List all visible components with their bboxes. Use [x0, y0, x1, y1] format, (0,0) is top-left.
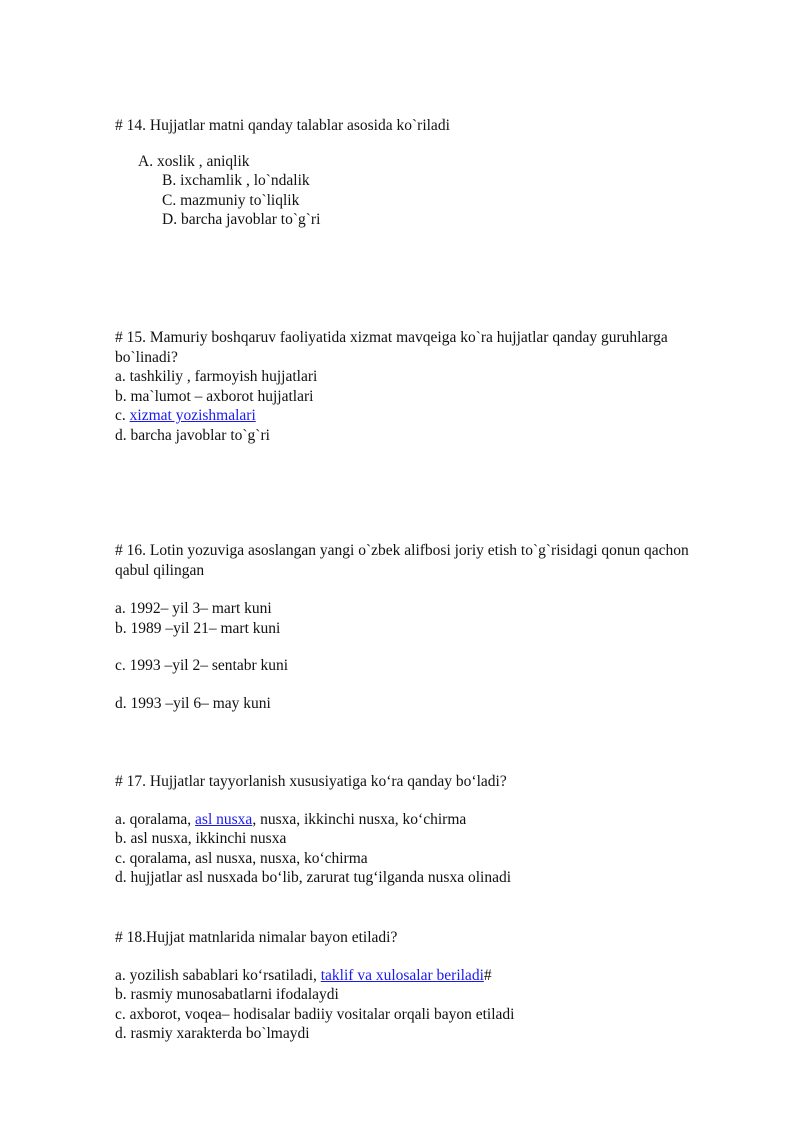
q14-option-d: D. barcha javoblar to`g`ri [162, 211, 321, 228]
question-15 [115, 328, 725, 445]
q18-option-a-suffix: # [483, 966, 492, 984]
question-18 [115, 928, 725, 1044]
q15-option-b: b. ma`lumot – axborot hujjatlari [115, 387, 314, 405]
q16-option-b: b. 1989 –yil 21– mart kuni [115, 619, 281, 637]
q16-option-c: c. 1993 –yil 2– sentabr kuni [115, 657, 289, 674]
question-14-title: # 14. Hujjatlar matni qanday talablar asosida ko`riladi [115, 117, 450, 134]
question-14 [115, 116, 725, 230]
question-17 [115, 772, 725, 888]
q15-option-c-link[interactable]: xizmat yozishmalari [129, 407, 256, 424]
q17-option-a-link[interactable]: asl nusxa [195, 810, 253, 828]
question-18-title: # 18.Hujjat matnlarida nimalar bayon etiladi? [115, 929, 398, 946]
question-16-title: # 16. Lotin yozuviga asoslangan yangi o`zbek alifbosi joriy etish to`g`risidagi qonun qachon qabul qilingan [115, 542, 689, 579]
q14-option-a: A. xoslik , aniqlik [138, 152, 250, 170]
q17-option-a [115, 810, 725, 830]
question-17-title: # 17. Hujjatlar tayyorlanish xususiyatiga ko‘ra qanday bo‘ladi? [115, 773, 507, 790]
q15-option-a: a. tashkiliy , farmoyish hujjatlari [115, 368, 318, 385]
q18-option-b: b. rasmiy munosabatlarni ifodalaydi [115, 986, 339, 1003]
q15-option-c [115, 406, 725, 426]
q17-option-b: b. asl nusxa, ikkinchi nusxa [115, 830, 287, 847]
q14-option-c: C. mazmuniy to`liqlik [162, 191, 300, 209]
q14-option-b: B. ixchamlik , lo`ndalik [162, 172, 310, 189]
q16-option-a: a. 1992– yil 3– mart kuni [115, 600, 272, 617]
q17-option-a-prefix: a. qoralama, [115, 810, 196, 828]
q15-option-c-prefix: c. [115, 407, 130, 424]
q17-option-d: d. hujjatlar asl nusxada bo‘lib, zarurat tug‘ilganda nusxa olinadi [115, 869, 511, 886]
q18-option-c: c. axborot, voqea– hodisalar badiiy vositalar orqali bayon etiladi [115, 1005, 515, 1023]
q15-option-d: d. barcha javoblar to`g`ri [115, 426, 270, 444]
q18-option-a-link[interactable]: taklif va xulosalar beriladi [320, 966, 484, 984]
q18-option-a [115, 966, 725, 986]
q17-option-c: c. qoralama, asl nusxa, nusxa, ko‘chirma [115, 849, 368, 867]
question-16 [115, 541, 725, 713]
q17-option-a-suffix: , nusxa, ikkinchi nusxa, ko‘chirma [252, 810, 467, 828]
q16-option-d: d. 1993 –yil 6– may kuni [115, 694, 271, 712]
q18-option-d: d. rasmiy xarakterda bo`lmaydi [115, 1025, 310, 1042]
q18-option-a-prefix: a. yozilish sabablari ko‘rsatiladi, [115, 966, 321, 984]
question-15-title: # 15. Mamuriy boshqaruv faoliyatida xizmat mavqeiga ko`ra hujjatlar qanday guruhlarga bo`linadi? [115, 329, 668, 366]
